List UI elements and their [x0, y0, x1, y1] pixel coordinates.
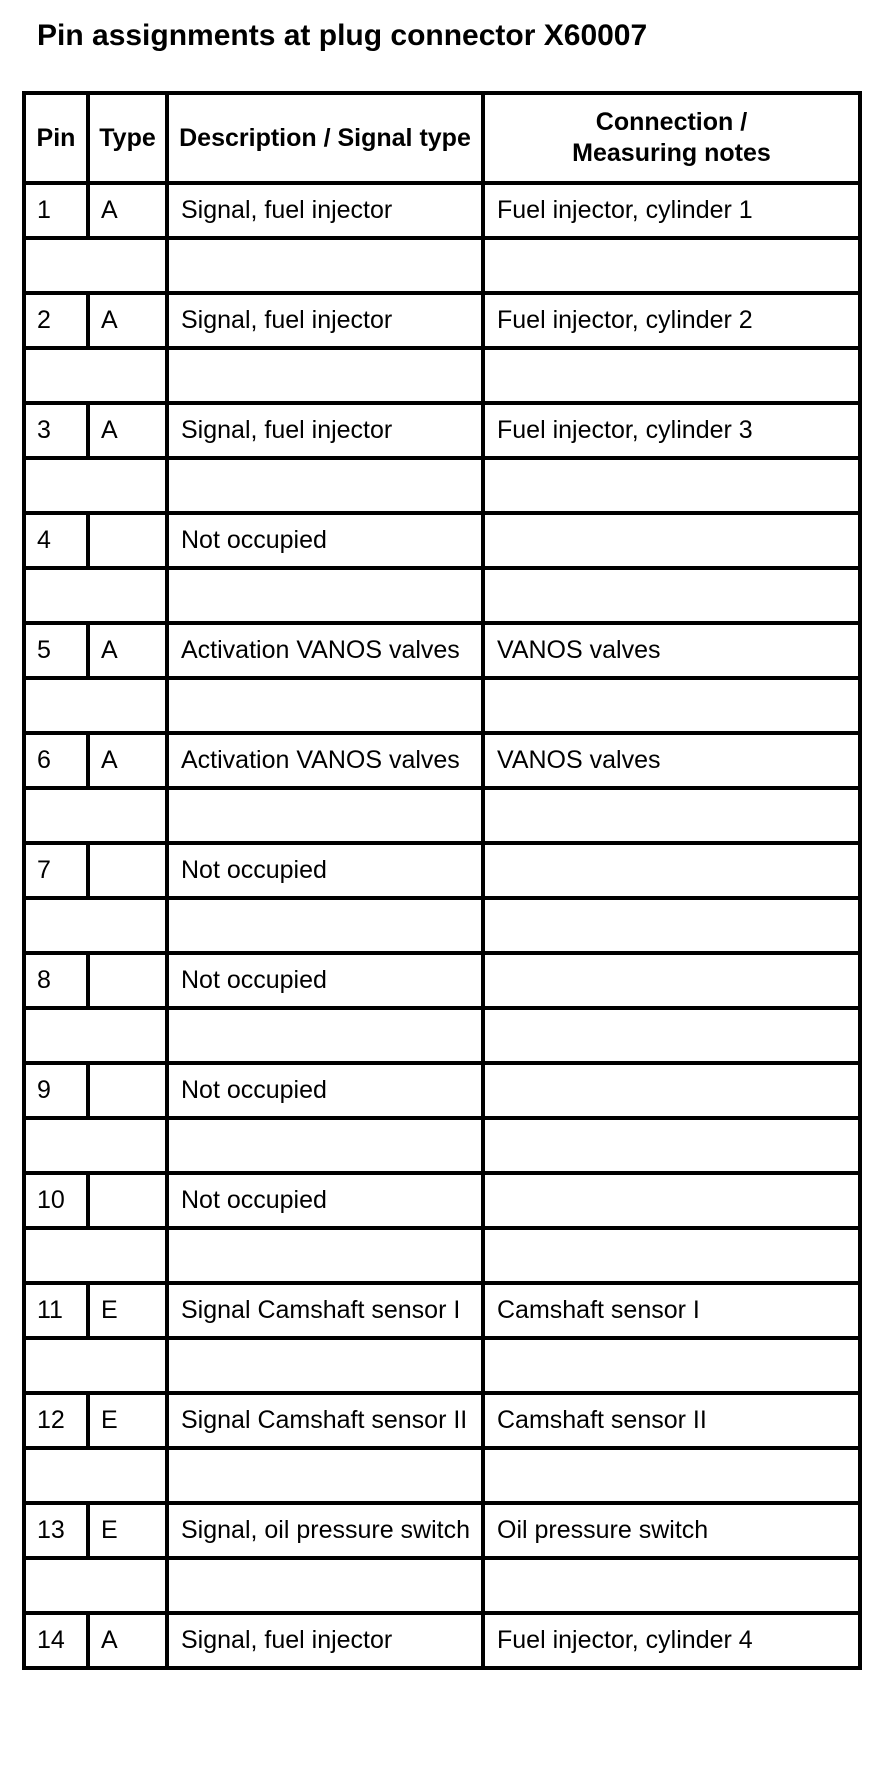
- spacer-cell: [483, 1118, 860, 1173]
- spacer-cell: [167, 568, 483, 623]
- spacer-cell: [167, 1228, 483, 1283]
- table-row: [24, 623, 860, 678]
- description-cell: Not occupied: [167, 513, 483, 568]
- connection-cell: [483, 843, 860, 898]
- spacer-cell: [167, 788, 483, 843]
- spacer-cell: [167, 1338, 483, 1393]
- spacer-row: [24, 458, 860, 513]
- pin-cell: 12: [24, 1393, 88, 1448]
- table-row: [24, 1063, 860, 1118]
- connection-cell: Camshaft sensor I: [483, 1283, 860, 1338]
- spacer-cell: [483, 1558, 860, 1613]
- type-cell: [88, 513, 167, 568]
- pin-cell: 9: [24, 1063, 88, 1118]
- pin-cell: 8: [24, 953, 88, 1008]
- type-cell: A: [88, 1613, 167, 1668]
- table-row: [24, 1503, 860, 1558]
- spacer-cell: [167, 1448, 483, 1503]
- table-row: [24, 293, 860, 348]
- type-cell: [88, 953, 167, 1008]
- spacer-cell: [483, 1448, 860, 1503]
- table-row: [24, 843, 860, 898]
- page-title: Pin assignments at plug connector X60007: [37, 19, 648, 52]
- spacer-cell: [483, 1008, 860, 1063]
- spacer-row: [24, 898, 860, 953]
- type-cell: A: [88, 733, 167, 788]
- table-row: [24, 953, 860, 1008]
- spacer-row: [24, 678, 860, 733]
- connection-cell: [483, 1063, 860, 1118]
- type-cell: [88, 843, 167, 898]
- table-row: [24, 1173, 860, 1228]
- spacer-row: [24, 1558, 860, 1613]
- spacer-row: [24, 1118, 860, 1173]
- spacer-cell: [483, 1338, 860, 1393]
- spacer-cell: [483, 458, 860, 513]
- type-cell: A: [88, 183, 167, 238]
- table-row: [24, 1613, 860, 1668]
- spacer-cell: [24, 458, 167, 513]
- spacer-cell: [483, 348, 860, 403]
- connection-cell: [483, 953, 860, 1008]
- spacer-cell: [24, 678, 167, 733]
- pin-assignment-table: [22, 91, 862, 1670]
- spacer-cell: [483, 898, 860, 953]
- header-description: Description / Signal type: [167, 93, 483, 183]
- description-cell: Signal, oil pressure switch: [167, 1503, 483, 1558]
- spacer-cell: [483, 1228, 860, 1283]
- spacer-cell: [24, 788, 167, 843]
- connection-cell: Fuel injector, cylinder 4: [483, 1613, 860, 1668]
- description-cell: Signal Camshaft sensor I: [167, 1283, 483, 1338]
- spacer-cell: [24, 1558, 167, 1613]
- description-cell: Signal, fuel injector: [167, 1613, 483, 1668]
- spacer-cell: [24, 898, 167, 953]
- spacer-cell: [167, 348, 483, 403]
- spacer-cell: [24, 1118, 167, 1173]
- pin-cell: 2: [24, 293, 88, 348]
- header-connection-line2: Measuring notes: [572, 139, 771, 167]
- spacer-cell: [167, 1558, 483, 1613]
- table-row: [24, 733, 860, 788]
- spacer-cell: [24, 238, 167, 293]
- spacer-row: [24, 1008, 860, 1063]
- description-cell: Activation VANOS valves: [167, 733, 483, 788]
- spacer-cell: [24, 1228, 167, 1283]
- pin-cell: 3: [24, 403, 88, 458]
- spacer-cell: [167, 898, 483, 953]
- spacer-cell: [24, 1338, 167, 1393]
- description-cell: Signal, fuel injector: [167, 183, 483, 238]
- table-row: [24, 1393, 860, 1448]
- type-cell: E: [88, 1393, 167, 1448]
- pin-cell: 5: [24, 623, 88, 678]
- pin-cell: 7: [24, 843, 88, 898]
- description-cell: Not occupied: [167, 843, 483, 898]
- table-header-row: [24, 93, 860, 183]
- pin-cell: 11: [24, 1283, 88, 1338]
- type-cell: A: [88, 293, 167, 348]
- spacer-cell: [167, 458, 483, 513]
- spacer-row: [24, 1448, 860, 1503]
- connection-cell: VANOS valves: [483, 623, 860, 678]
- spacer-cell: [167, 1008, 483, 1063]
- pin-cell: 13: [24, 1503, 88, 1558]
- spacer-cell: [483, 568, 860, 623]
- pin-cell: 6: [24, 733, 88, 788]
- description-cell: Not occupied: [167, 1063, 483, 1118]
- description-cell: Signal, fuel injector: [167, 293, 483, 348]
- spacer-cell: [167, 678, 483, 733]
- connection-cell: VANOS valves: [483, 733, 860, 788]
- pin-cell: 14: [24, 1613, 88, 1668]
- spacer-cell: [24, 568, 167, 623]
- header-connection: [483, 93, 860, 183]
- spacer-row: [24, 568, 860, 623]
- spacer-cell: [483, 788, 860, 843]
- spacer-cell: [167, 238, 483, 293]
- spacer-row: [24, 1338, 860, 1393]
- pin-cell: 1: [24, 183, 88, 238]
- spacer-cell: [167, 1118, 483, 1173]
- spacer-cell: [483, 238, 860, 293]
- spacer-row: [24, 1228, 860, 1283]
- spacer-cell: [24, 1008, 167, 1063]
- description-cell: Signal Camshaft sensor II: [167, 1393, 483, 1448]
- description-cell: Activation VANOS valves: [167, 623, 483, 678]
- table-row: [24, 183, 860, 238]
- spacer-row: [24, 348, 860, 403]
- spacer-cell: [24, 1448, 167, 1503]
- header-connection-line1: Connection /: [595, 108, 748, 136]
- type-cell: A: [88, 623, 167, 678]
- type-cell: E: [88, 1503, 167, 1558]
- spacer-row: [24, 788, 860, 843]
- spacer-cell: [483, 678, 860, 733]
- description-cell: Not occupied: [167, 1173, 483, 1228]
- connection-cell: Fuel injector, cylinder 2: [483, 293, 860, 348]
- header-type: Type: [88, 93, 167, 183]
- type-cell: A: [88, 403, 167, 458]
- pin-cell: 10: [24, 1173, 88, 1228]
- description-cell: Signal, fuel injector: [167, 403, 483, 458]
- connection-cell: Camshaft sensor II: [483, 1393, 860, 1448]
- description-cell: Not occupied: [167, 953, 483, 1008]
- connection-cell: Oil pressure switch: [483, 1503, 860, 1558]
- type-cell: [88, 1173, 167, 1228]
- pin-cell: 4: [24, 513, 88, 568]
- connection-cell: [483, 1173, 860, 1228]
- table-row: [24, 1283, 860, 1338]
- spacer-cell: [24, 348, 167, 403]
- header-pin: Pin: [24, 93, 88, 183]
- table-row: [24, 403, 860, 458]
- spacer-row: [24, 238, 860, 293]
- connection-cell: Fuel injector, cylinder 1: [483, 183, 860, 238]
- type-cell: [88, 1063, 167, 1118]
- type-cell: E: [88, 1283, 167, 1338]
- connection-cell: Fuel injector, cylinder 3: [483, 403, 860, 458]
- connection-cell: [483, 513, 860, 568]
- table-row: [24, 513, 860, 568]
